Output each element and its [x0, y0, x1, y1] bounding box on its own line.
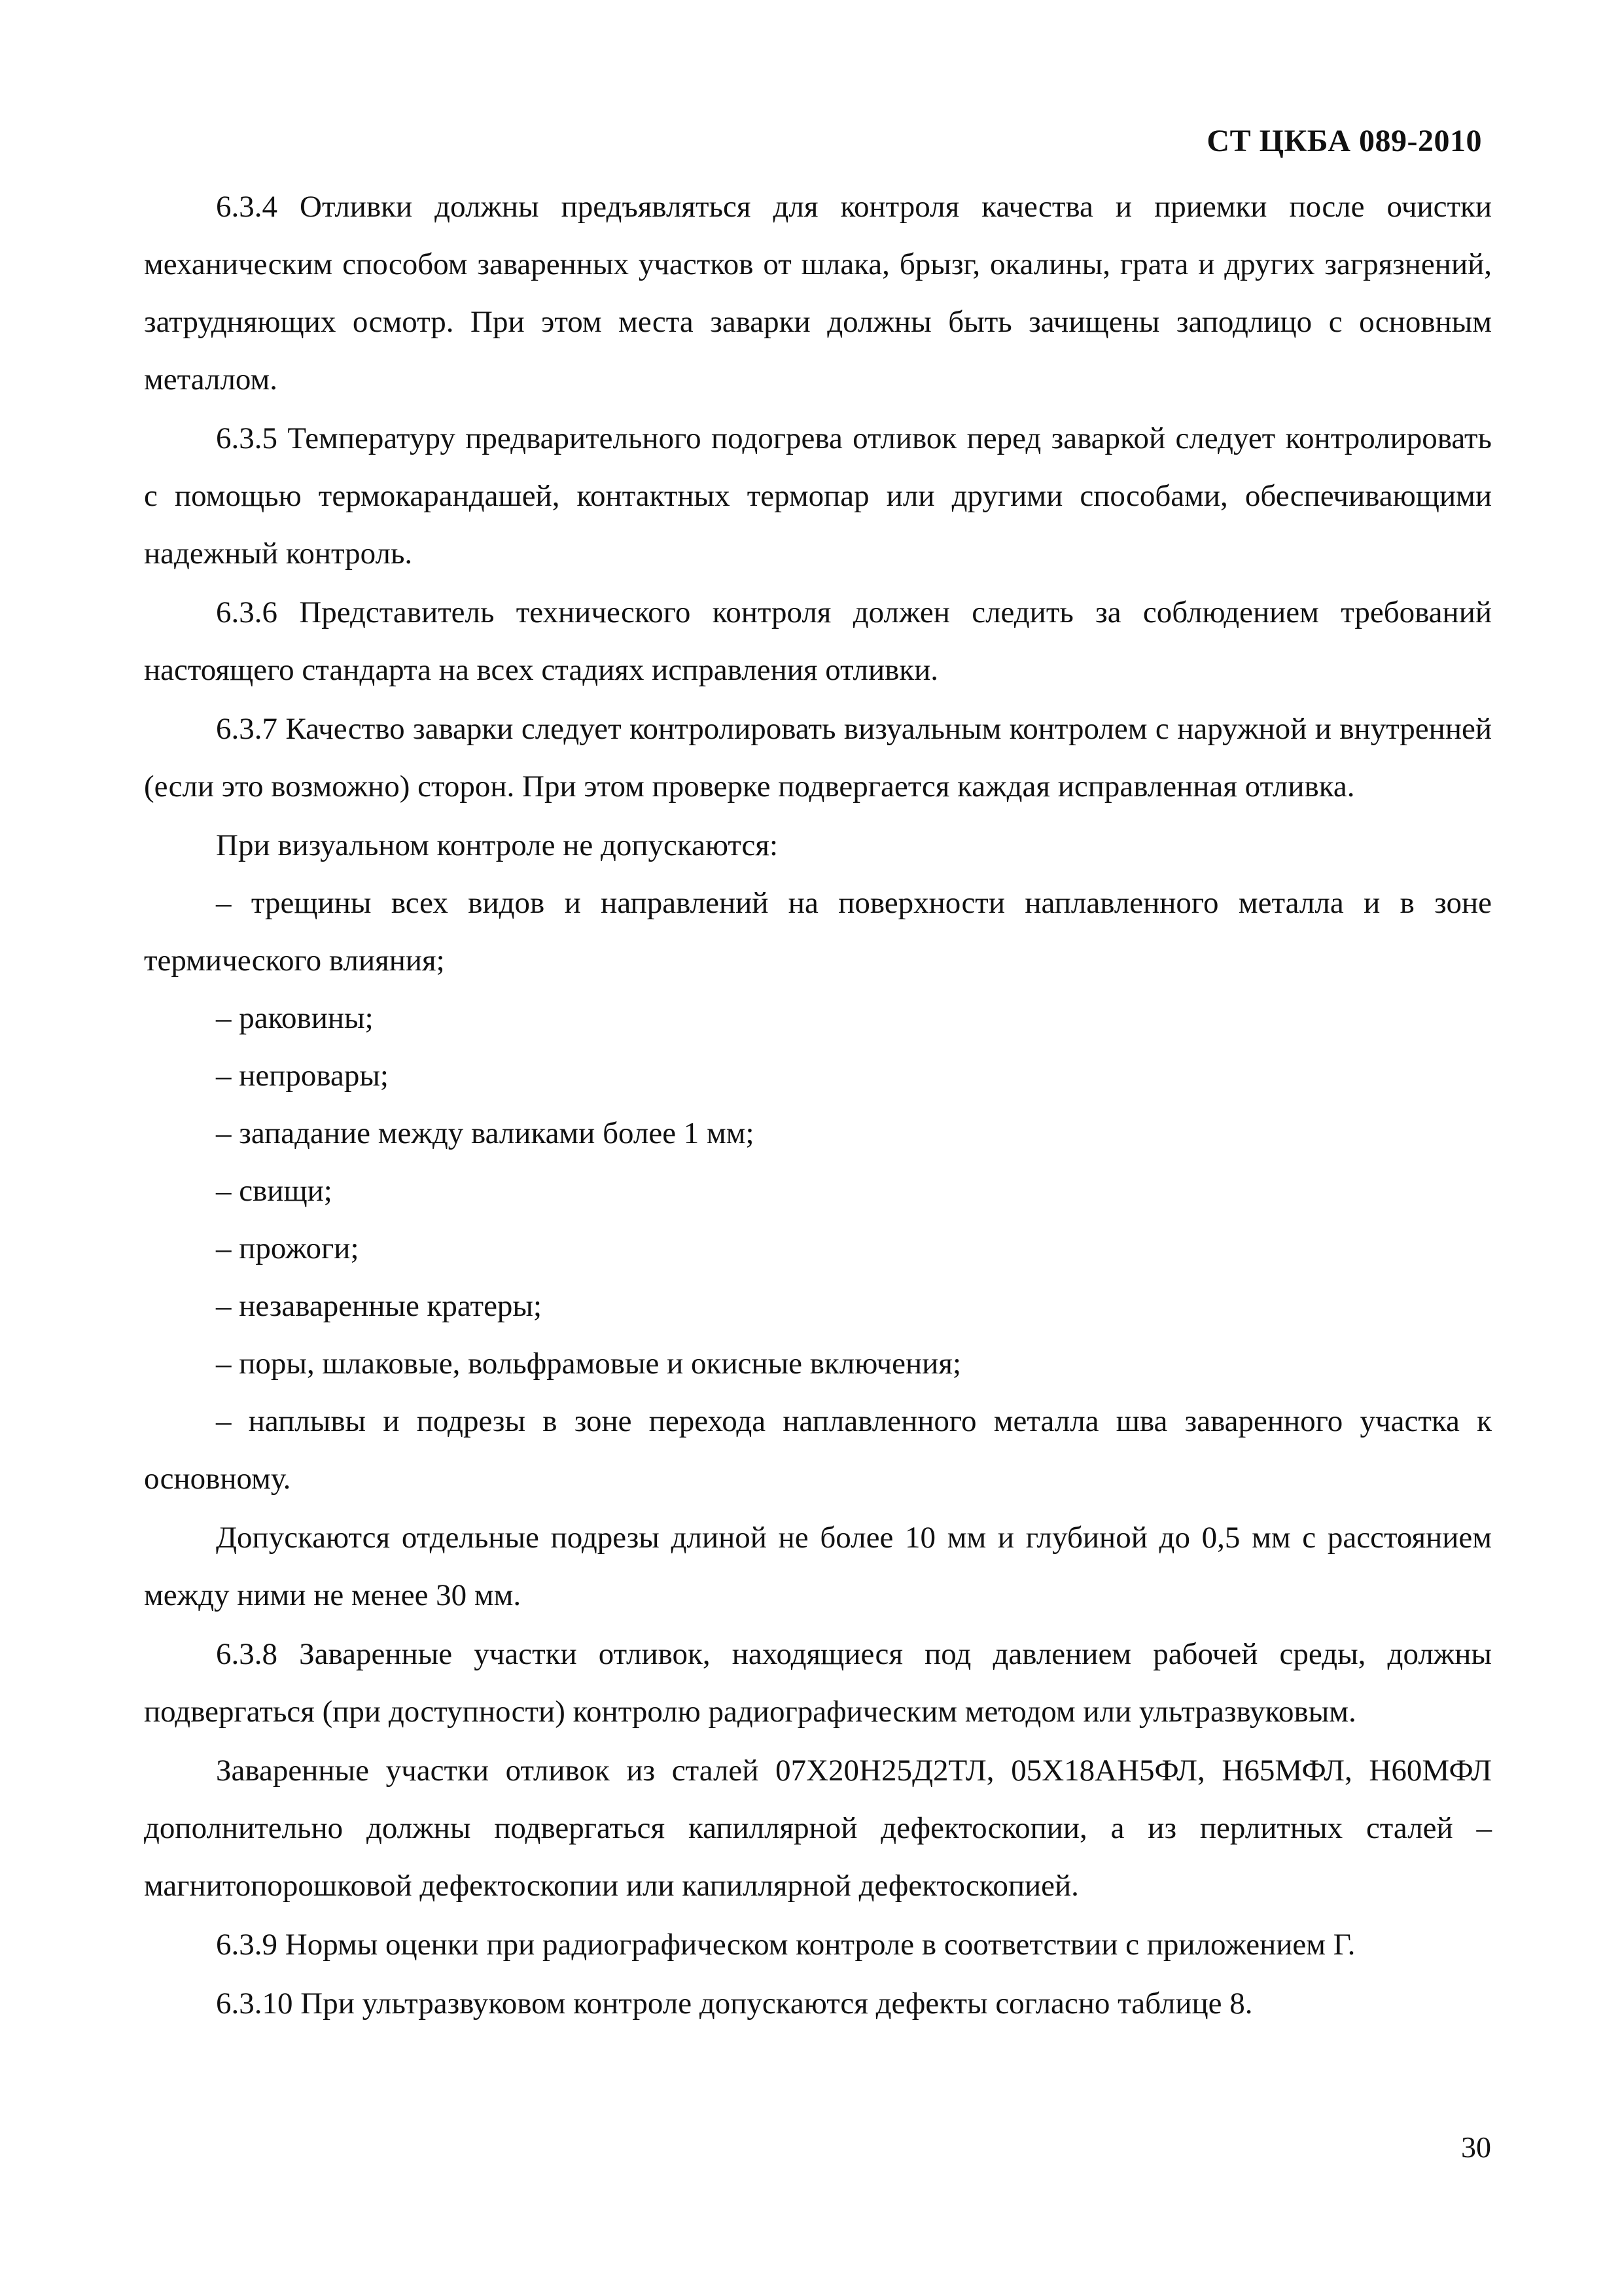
- paragraph-6-3-4: 6.3.4 Отливки должны предъявляться для контроля качества и приемки после очистки механическим способом заваренных участков от шлака, брызг, окалины, грата и других загрязнений, затрудняющих осмотр. При этом места заварки должны быть зачищены заподлицо с основным металлом.: [144, 190, 1492, 397]
- defect-item: – поры, шлаковые, вольфрамовые и окисные включения;: [216, 1347, 962, 1381]
- defect-item: – трещины всех видов и направлений на поверхности наплавленного металла и в зоне термического влияния;: [144, 886, 1492, 978]
- paragraph-6-3-10: 6.3.10 При ультразвуковом контроле допускаются дефекты согласно таблице 8.: [216, 1987, 1253, 2021]
- undercut-allowance: Допускаются отдельные подрезы длиной не более 10 мм и глубиной до 0,5 мм с расстоянием между ними не менее 30 мм.: [144, 1521, 1492, 1612]
- defect-item: – раковины;: [216, 1001, 374, 1035]
- page-number: 30: [1461, 2130, 1491, 2164]
- visual-control-intro: При визуальном контроле не допускаются:: [216, 828, 779, 862]
- document-code: СТ ЦКБА 089-2010: [1207, 124, 1482, 158]
- paragraph-6-3-6: 6.3.6 Представитель технического контроля должен следить за соблюдением требований настоящего стандарта на всех стадиях исправления отливки.: [144, 595, 1492, 687]
- paragraph-6-3-7: 6.3.7 Качество заварки следует контролировать визуальным контролем с наружной и внутренней (если это возможно) сторон. При этом проверке подвергается каждая исправленная отливка.: [144, 712, 1492, 804]
- defect-item: – прожоги;: [216, 1231, 359, 1265]
- defect-item: – свищи;: [216, 1174, 332, 1208]
- document-body: [144, 178, 1492, 2032]
- defect-item: – западание между валиками более 1 мм;: [216, 1116, 754, 1150]
- defect-item: – непровары;: [216, 1059, 389, 1093]
- defect-item: – незаваренные кратеры;: [216, 1289, 542, 1323]
- paragraph-6-3-5: 6.3.5 Температуру предварительного подогрева отливок перед заваркой следует контролировать с помощью термокарандашей, контактных термопар или другими способами, обеспечивающими надежный контроль.: [144, 421, 1492, 571]
- defect-item: – наплывы и подрезы в зоне перехода наплавленного металла шва заваренного участка к основному.: [144, 1404, 1492, 1496]
- paragraph-6-3-8: 6.3.8 Заваренные участки отливок, находящиеся под давлением рабочей среды, должны подвергаться (при доступности) контролю радиографическим методом или ультразвуковым.: [144, 1637, 1492, 1729]
- steels-inspection-note: Заваренные участки отливок из сталей 07Х20Н25Д2ТЛ, 05Х18АН5ФЛ, Н65МФЛ, Н60МФЛ дополнительно должны подвергаться капиллярной дефектоскопии, а из перлитных сталей – магнитопорошковой дефектоскопии или капиллярной дефектоскопией.: [144, 1754, 1492, 1903]
- paragraph-6-3-9: 6.3.9 Нормы оценки при радиографическом контроле в соответствии с приложением Г.: [216, 1928, 1356, 1962]
